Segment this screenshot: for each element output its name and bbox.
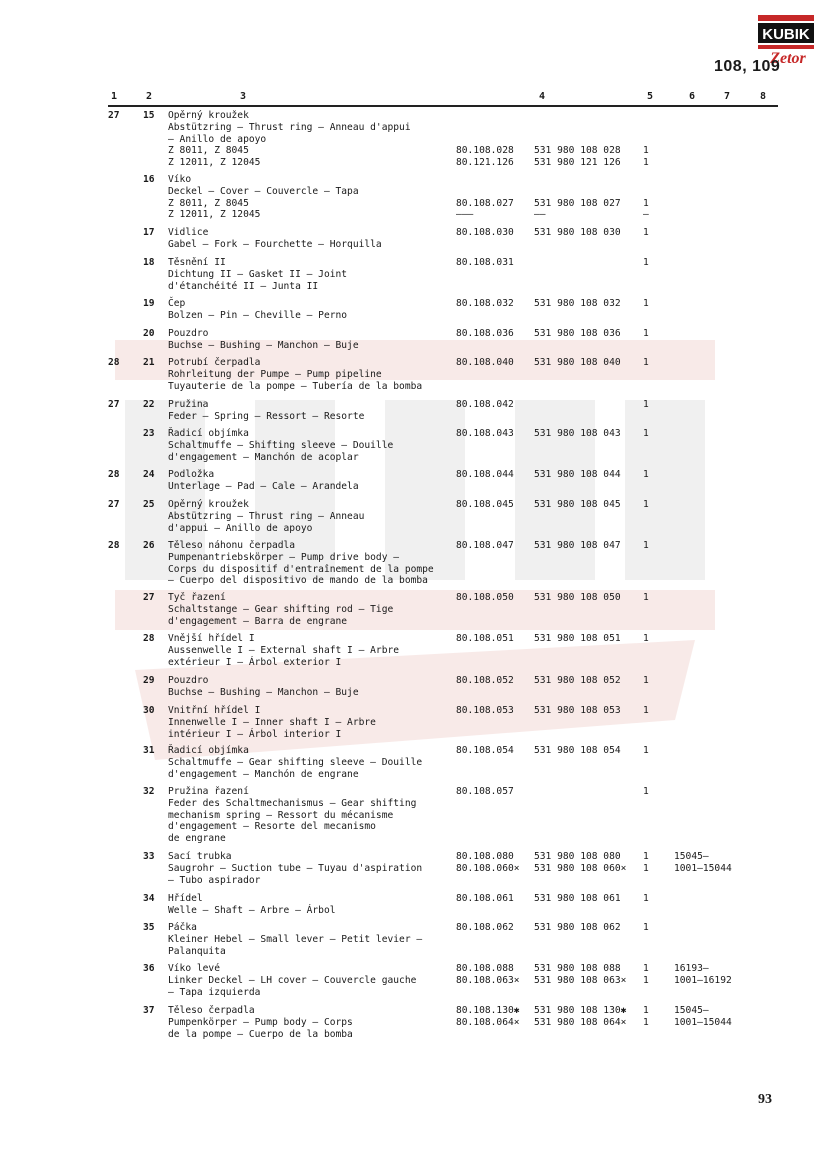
quantity: 1 [643, 592, 649, 603]
logo-text: KUBIK [762, 26, 810, 43]
quantity: 1 1 [643, 1005, 649, 1028]
figure-number: 27 [108, 399, 120, 410]
part-description: Čep Bolzen — Pin — Cheville — Perno [168, 298, 348, 321]
position-number: 18 [143, 257, 155, 268]
part-code: 80.108.050 [456, 592, 514, 603]
part-description: Podložka Unterlage — Pad — Cale — Arandela [168, 469, 359, 492]
position-number: 24 [143, 469, 155, 480]
part-code: 80.108.053 [456, 705, 514, 716]
logo-sub: Zetor [770, 50, 806, 67]
quantity: 1 [643, 399, 649, 410]
part-description: Hřídel Welle — Shaft — Arbre — Árbol [168, 893, 336, 916]
part-description: Těleso čerpadla Pumpenkörper — Pump body — Corps de la pompe — Cuerpo de la bomba [168, 1005, 353, 1040]
part-description: Páčka Kleiner Hebel — Small lever — Petit levier — Palanquita [168, 922, 423, 957]
column-header-2: 2 [146, 91, 153, 102]
part-number: 531 980 108 080 531 980 108 060× [534, 851, 627, 874]
part-number: 531 980 108 045 [534, 499, 621, 510]
quantity: 1 — [643, 197, 649, 221]
part-number: 531 980 108 047 [534, 540, 621, 551]
position-number: 35 [143, 922, 155, 933]
column-header-3: 3 [240, 91, 247, 102]
part-description: Pouzdro Buchse — Bushing — Manchon — Buje [168, 675, 359, 698]
position-number: 34 [143, 893, 155, 904]
part-description: Opěrný kroužek Abstützring — Thrust ring — Anneau d'appui — Anillo de apoyo [168, 499, 365, 534]
part-description: Víko Deckel — Cover — Couvercle — Tapa Z 8011, Z 8045 Z 12011, Z 12045 [168, 174, 359, 221]
part-code: 80.108.052 [456, 675, 514, 686]
position-number: 15 [143, 110, 155, 121]
figure-number: 28 [108, 357, 120, 368]
figure-number: 28 [108, 469, 120, 480]
position-number: 31 [143, 745, 155, 756]
part-number: 531 980 108 032 [534, 298, 621, 309]
column-header-1: 1 [111, 91, 118, 102]
part-code: 80.108.088 80.108.063× [456, 963, 520, 986]
part-description: Pružina Feder — Spring — Ressort — Resorte [168, 399, 365, 422]
part-number: 531 980 108 054 [534, 745, 621, 756]
part-code: 80.108.044 [456, 469, 514, 480]
position-number: 17 [143, 227, 155, 238]
part-number: 531 980 108 027 —— [534, 197, 621, 221]
serial-range: 15045— 1001—15044 [674, 851, 732, 874]
part-code: 80.108.054 [456, 745, 514, 756]
position-number: 37 [143, 1005, 155, 1016]
part-description: Řadicí objímka Schaltmuffe — Shifting sleeve — Douille d'engagement — Manchón de acoplar [168, 428, 394, 463]
part-number: 531 980 108 040 [534, 357, 621, 368]
part-description: Těsnění II Dichtung II — Gasket II — Joint d'étanchéité II — Junta II [168, 257, 348, 292]
quantity: 1 [643, 675, 649, 686]
part-code: 80.108.062 [456, 922, 514, 933]
column-header-8: 8 [760, 91, 767, 102]
part-code: 80.108.061 [456, 893, 514, 904]
part-description: Těleso náhonu čerpadla Pumpenantriebskörper — Pump drive body — Corps du dispositif d'entraînement de la pompe — Cuerpo del dispositivo de mando de la bomba [168, 540, 434, 587]
position-number: 28 [143, 633, 155, 644]
position-number: 27 [143, 592, 155, 603]
position-number: 21 [143, 357, 155, 368]
column-header-4: 4 [539, 91, 546, 102]
page-number: 93 [758, 1092, 772, 1107]
part-code: 80.108.036 [456, 328, 514, 339]
position-number: 33 [143, 851, 155, 862]
quantity: 1 [643, 328, 649, 339]
position-number: 30 [143, 705, 155, 716]
part-code: 80.108.043 [456, 428, 514, 439]
quantity: 1 [643, 298, 649, 309]
part-description: Pouzdro Buchse — Bushing — Manchon — Buje [168, 328, 359, 351]
part-description: Pružina řazení Feder des Schaltmechanismus — Gear shifting mechanism spring — Ressort du mécanisme d'engagement — Resorte del mecanismo de engrane [168, 786, 417, 845]
column-header-6: 6 [689, 91, 696, 102]
position-number: 26 [143, 540, 155, 551]
part-description: Vidlice Gabel — Fork — Fourchette — Horquilla [168, 227, 382, 250]
quantity: 1 [643, 745, 649, 756]
position-number: 16 [143, 174, 155, 185]
part-number: 531 980 108 052 [534, 675, 621, 686]
part-description: Opěrný kroužek Abstützring — Thrust ring — Anneau d'appui — Anillo de apoyo Z 8011, Z 8045 Z 12011, Z 12045 [168, 110, 411, 169]
part-code: 80.108.031 [456, 257, 514, 268]
part-code: 80.108.040 [456, 357, 514, 368]
position-number: 36 [143, 963, 155, 974]
position-number: 25 [143, 499, 155, 510]
quantity: 1 [643, 705, 649, 716]
part-description: Víko levé Linker Deckel — LH cover — Couvercle gauche — Tapa izquierda [168, 963, 417, 998]
part-number: 531 980 108 044 [534, 469, 621, 480]
position-number: 29 [143, 675, 155, 686]
serial-range: 16193— 1001—16192 [674, 963, 732, 986]
position-number: 20 [143, 328, 155, 339]
part-code: 80.108.032 [456, 298, 514, 309]
quantity: 1 1 [643, 851, 649, 874]
quantity: 1 [643, 357, 649, 368]
part-number: 531 980 108 053 [534, 705, 621, 716]
part-code: 80.108.057 [456, 786, 514, 797]
part-code: 80.108.130✱ 80.108.064× [456, 1005, 520, 1028]
header-rule [108, 105, 778, 107]
model-number: 108, 109 [714, 58, 781, 75]
quantity: 1 1 [643, 145, 649, 169]
part-description: Řadicí objímka Schaltmuffe — Gear shifting sleeve — Douille d'engagement — Manchón de engrane [168, 745, 423, 780]
part-number: 531 980 108 043 [534, 428, 621, 439]
column-header-5: 5 [647, 91, 654, 102]
part-description: Potrubí čerpadla Rohrleitung der Pumpe — Pump pipeline Tuyauterie de la pompe — Tubería de la bomba [168, 357, 423, 392]
position-number: 22 [143, 399, 155, 410]
part-number: 531 980 108 088 531 980 108 063× [534, 963, 627, 986]
quantity: 1 [643, 469, 649, 480]
part-number: 531 980 108 062 [534, 922, 621, 933]
part-description: Vnitřní hřídel I Innenwelle I — Inner shaft I — Arbre intérieur I — Árbol interior I [168, 705, 376, 740]
quantity: 1 [643, 786, 649, 797]
quantity: 1 1 [643, 963, 649, 986]
quantity: 1 [643, 893, 649, 904]
quantity: 1 [643, 227, 649, 238]
part-number: 531 980 108 130✱ 531 980 108 064× [534, 1005, 627, 1028]
part-code: 80.108.028 80.121.126 [456, 145, 514, 169]
part-code: 80.108.051 [456, 633, 514, 644]
serial-range: 15045— 1001—15044 [674, 1005, 732, 1028]
part-code: 80.108.030 [456, 227, 514, 238]
figure-number: 28 [108, 540, 120, 551]
part-code: 80.108.080 80.108.060× [456, 851, 520, 874]
part-description: Vnější hřídel I Aussenwelle I — External shaft I — Arbre extérieur I — Árbol exterior I [168, 633, 400, 668]
part-number: 531 980 108 028 531 980 121 126 [534, 145, 621, 169]
quantity: 1 [643, 922, 649, 933]
position-number: 32 [143, 786, 155, 797]
part-code: 80.108.042 [456, 399, 514, 410]
part-number: 531 980 108 050 [534, 592, 621, 603]
part-description: Tyč řazení Schaltstange — Gear shifting rod — Tige d'engagement — Barra de engrane [168, 592, 394, 627]
part-code: 80.108.045 [456, 499, 514, 510]
column-header-7: 7 [724, 91, 731, 102]
quantity: 1 [643, 499, 649, 510]
quantity: 1 [643, 540, 649, 551]
part-number: 531 980 108 061 [534, 893, 621, 904]
part-description: Sací trubka Saugrohr — Suction tube — Tuyau d'aspiration — Tubo aspirador [168, 851, 423, 886]
part-code: 80.108.027 ——— [456, 197, 514, 221]
part-number: 531 980 108 030 [534, 227, 621, 238]
quantity: 1 [643, 633, 649, 644]
position-number: 19 [143, 298, 155, 309]
figure-number: 27 [108, 110, 120, 121]
part-code: 80.108.047 [456, 540, 514, 551]
part-number: 531 980 108 051 [534, 633, 621, 644]
quantity: 1 [643, 257, 649, 268]
quantity: 1 [643, 428, 649, 439]
figure-number: 27 [108, 499, 120, 510]
part-number: 531 980 108 036 [534, 328, 621, 339]
position-number: 23 [143, 428, 155, 439]
